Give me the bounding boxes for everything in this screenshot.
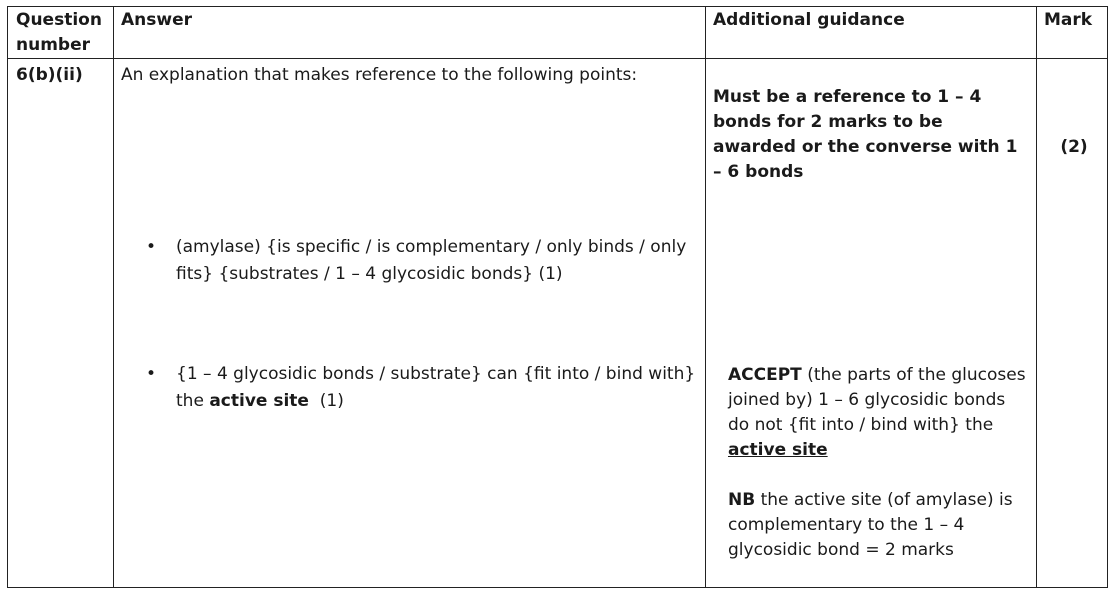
answer-point-1-text: (amylase) {is specific / is complementary / only binds / only fits} {substrates / 1 – 4 glycosidic bonds} (1) bbox=[176, 237, 687, 284]
header-answer: Answer bbox=[121, 10, 192, 30]
guidance-nb bbox=[728, 488, 1028, 563]
header-question-number: Question number bbox=[16, 10, 102, 55]
column-divider-2 bbox=[705, 7, 706, 587]
guidance-main: Must be a reference to 1 – 4 bonds for 2 marks to be awarded or the converse with 1 – 6 bonds bbox=[713, 87, 1018, 182]
answer-point-2-main: {1 – 4 glycosidic bonds / substrate} can {fit into / bind with} the bbox=[176, 364, 696, 411]
bullet-icon: • bbox=[146, 364, 157, 384]
column-divider-3 bbox=[1036, 7, 1037, 587]
column-divider-1 bbox=[113, 7, 114, 587]
header-mark: Mark bbox=[1044, 10, 1093, 30]
answer-point-2-mark: (1) bbox=[319, 391, 344, 411]
bullet-icon: • bbox=[146, 237, 157, 257]
answer-point-2-text bbox=[176, 361, 701, 415]
nb-label: NB bbox=[728, 490, 756, 510]
answer-point-2 bbox=[146, 361, 701, 415]
accept-label: ACCEPT bbox=[728, 365, 802, 385]
answer-point-1 bbox=[146, 234, 701, 288]
header-additional-guidance: Additional guidance bbox=[713, 10, 905, 30]
question-number: 6(b)(ii) bbox=[16, 65, 83, 85]
guidance-accept bbox=[728, 363, 1028, 463]
mark-value: (2) bbox=[1060, 137, 1088, 157]
mark-scheme-table bbox=[7, 6, 1108, 588]
nb-text: the active site (of amylase) is complementary to the 1 – 4 glycosidic bond = 2 marks bbox=[728, 490, 1013, 560]
accept-term: active site bbox=[728, 440, 828, 460]
answer-point-2-term: active site bbox=[209, 391, 309, 411]
header-divider bbox=[8, 58, 1107, 59]
accept-text: (the parts of the glucoses joined by) 1 – 6 glycosidic bonds do not {fit into / bind with} the bbox=[728, 365, 1026, 435]
answer-intro: An explanation that makes reference to the following points: bbox=[121, 65, 638, 85]
